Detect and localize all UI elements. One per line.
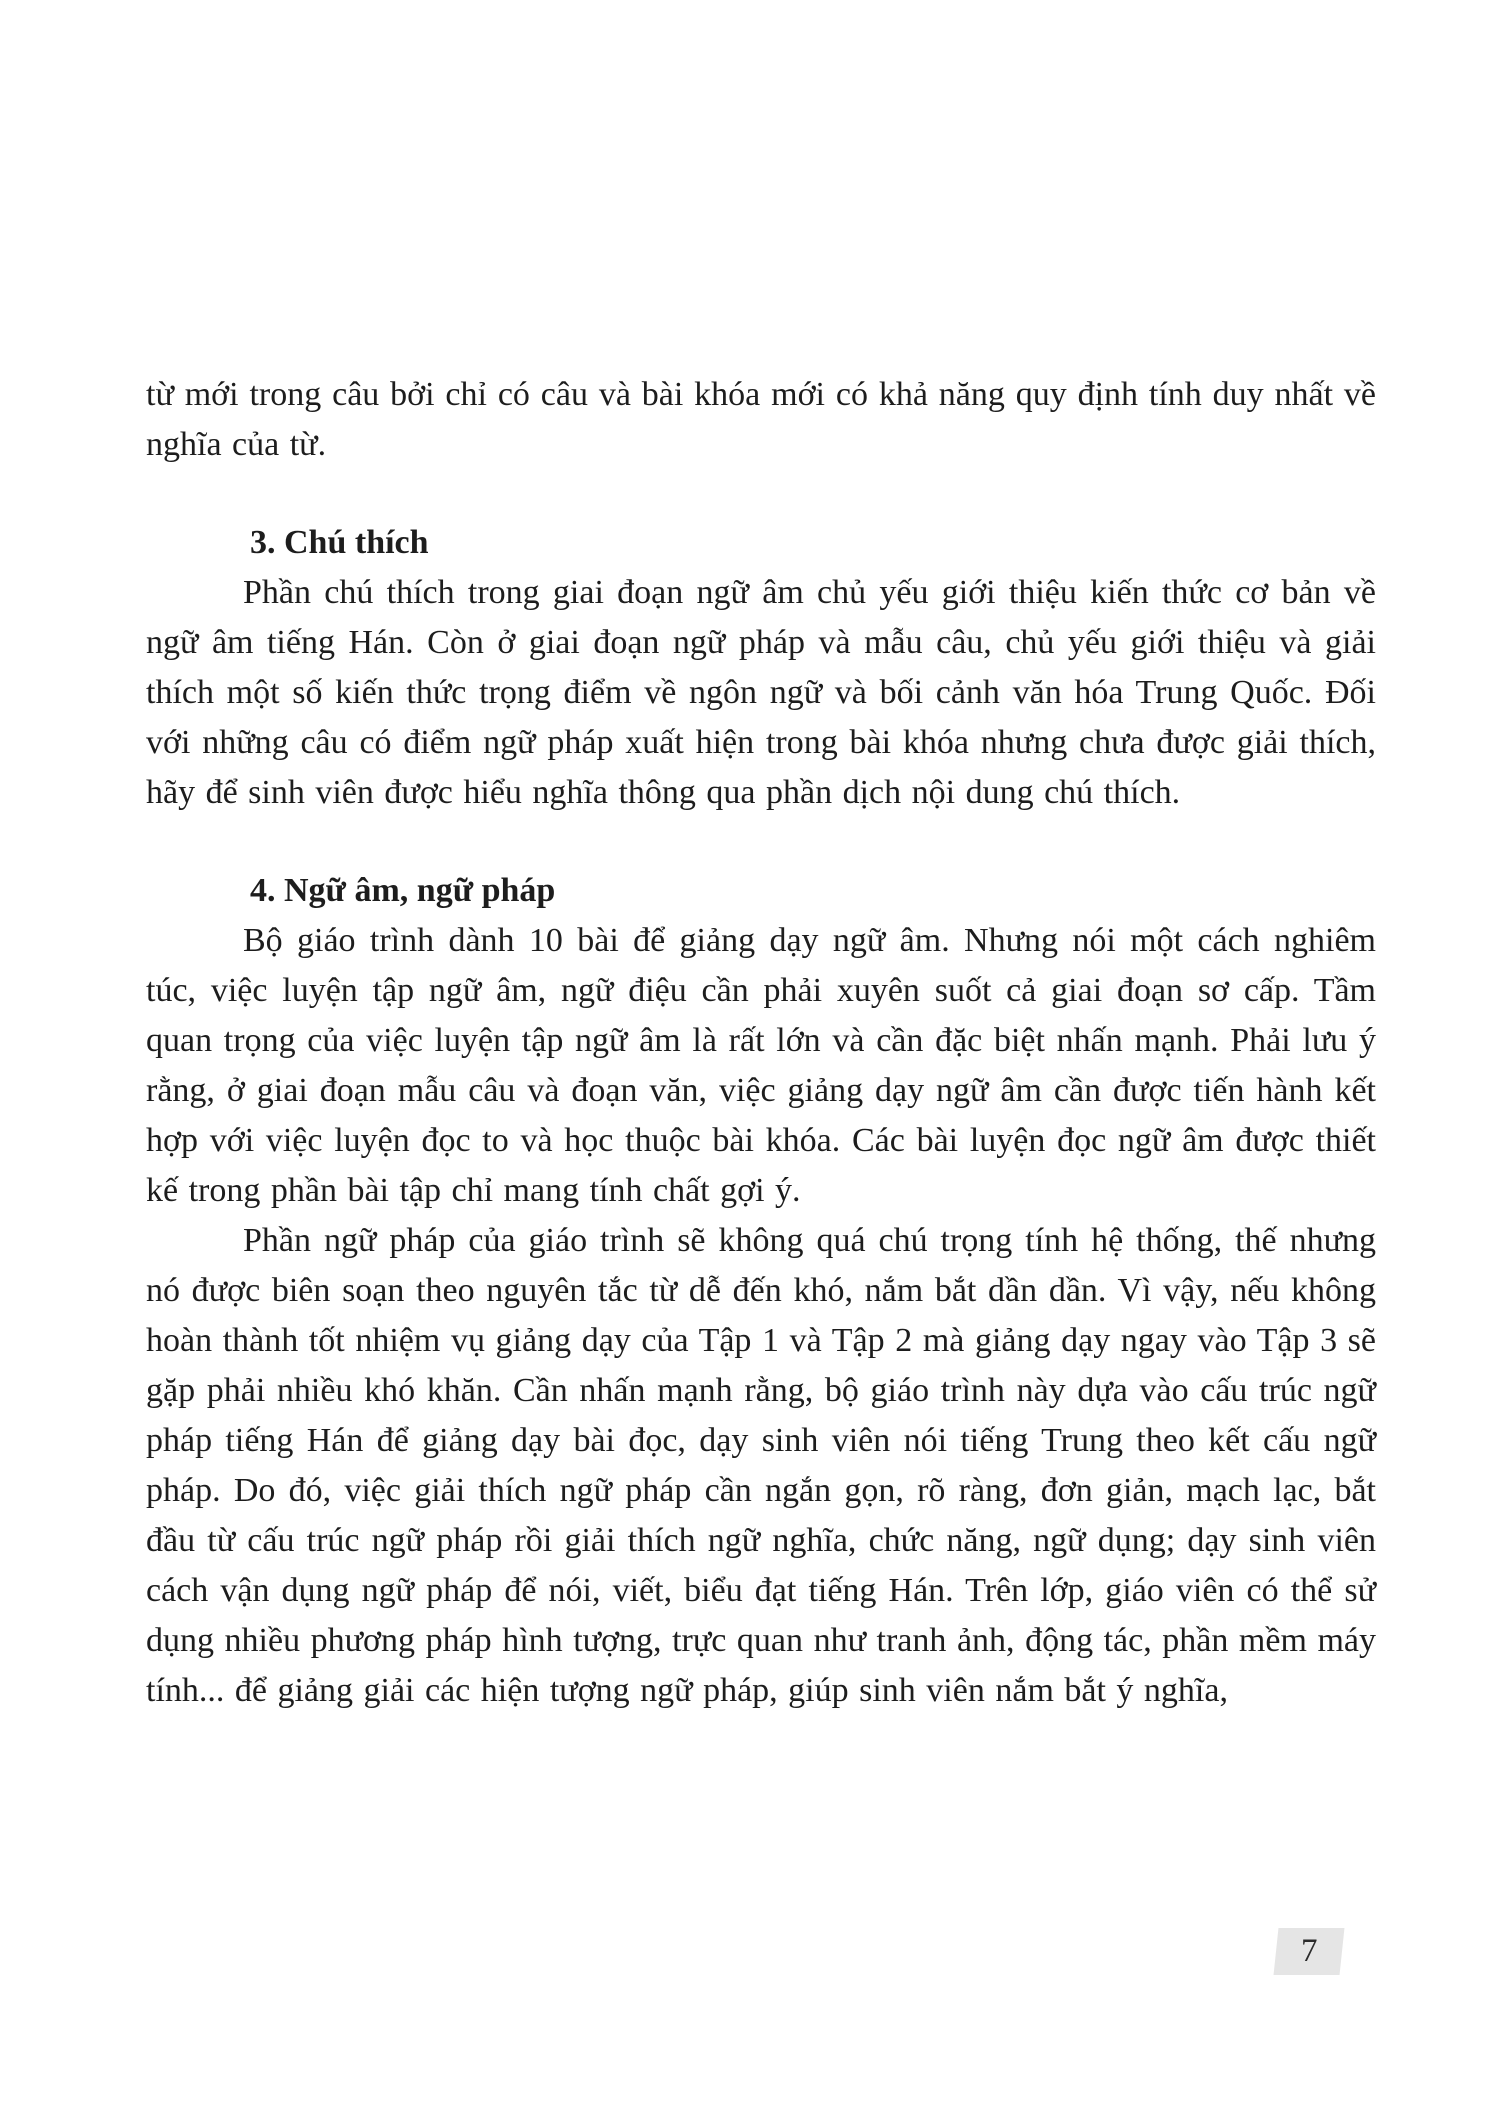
page-number-badge xyxy=(1274,1928,1345,1975)
page-number: 7 xyxy=(1300,1933,1318,1969)
paragraph-ngu-am: Bộ giáo trình dành 10 bài để giảng dạy ngữ âm. Nhưng nói một cách nghiêm túc, việc luyện tập ngữ âm, ngữ điệu cần phải xuyên suốt cả giai đoạn sơ cấp. Tầm quan trọng của việc luyện tập ngữ âm là rất lớn và cần đặc biệt nhấn mạnh. Phải lưu ý rằng, ở giai đoạn mẫu câu và đoạn văn, việc giảng dạy ngữ âm cần được tiến hành kết hợp với việc luyện đọc to và học thuộc bài khóa. Các bài luyện đọc ngữ âm được thiết kế trong phần bài tập chỉ mang tính chất gợi ý. xyxy=(146,922,1376,1209)
section-heading-ngu-am-ngu-phap: 4. Ngữ âm, ngữ pháp xyxy=(250,872,556,909)
section-heading-chu-thich: 3. Chú thích xyxy=(250,524,429,561)
paragraph-continuation: từ mới trong câu bởi chỉ có câu và bài khóa mới có khả năng quy định tính duy nhất về nghĩa của từ. xyxy=(146,376,1376,463)
paragraph-chu-thich: Phần chú thích trong giai đoạn ngữ âm chủ yếu giới thiệu kiến thức cơ bản về ngữ âm tiếng Hán. Còn ở giai đoạn ngữ pháp và mẫu câu, chủ yếu giới thiệu và giải thích một số kiến thức trọng điểm về ngôn ngữ và bối cảnh văn hóa Trung Quốc. Đối với những câu có điểm ngữ pháp xuất hiện trong bài khóa nhưng chưa được giải thích, hãy để sinh viên được hiểu nghĩa thông qua phần dịch nội dung chú thích. xyxy=(146,574,1376,811)
text-content xyxy=(146,370,1376,1716)
paragraph-ngu-phap: Phần ngữ pháp của giáo trình sẽ không quá chú trọng tính hệ thống, thế nhưng nó được biên soạn theo nguyên tắc từ dễ đến khó, nắm bắt dần dần. Vì vậy, nếu không hoàn thành tốt nhiệm vụ giảng dạy của Tập 1 và Tập 2 mà giảng dạy ngay vào Tập 3 sẽ gặp phải nhiều khó khăn. Cần nhấn mạnh rằng, bộ giáo trình này dựa vào cấu trúc ngữ pháp tiếng Hán để giảng dạy bài đọc, dạy sinh viên nói tiếng Trung theo kết cấu ngữ pháp. Do đó, việc giải thích ngữ pháp cần ngắn gọn, rõ ràng, đơn giản, mạch lạc, bắt đầu từ cấu trúc ngữ pháp rồi giải thích ngữ nghĩa, chức năng, ngữ dụng; dạy sinh viên cách vận dụng ngữ pháp để nói, viết, biểu đạt tiếng Hán. Trên lớp, giáo viên có thể sử dụng nhiều phương pháp hình tượng, trực quan như tranh ảnh, động tác, phần mềm máy tính... để giảng giải các hiện tượng ngữ pháp, giúp sinh viên nắm bắt ý nghĩa, xyxy=(146,1222,1376,1709)
